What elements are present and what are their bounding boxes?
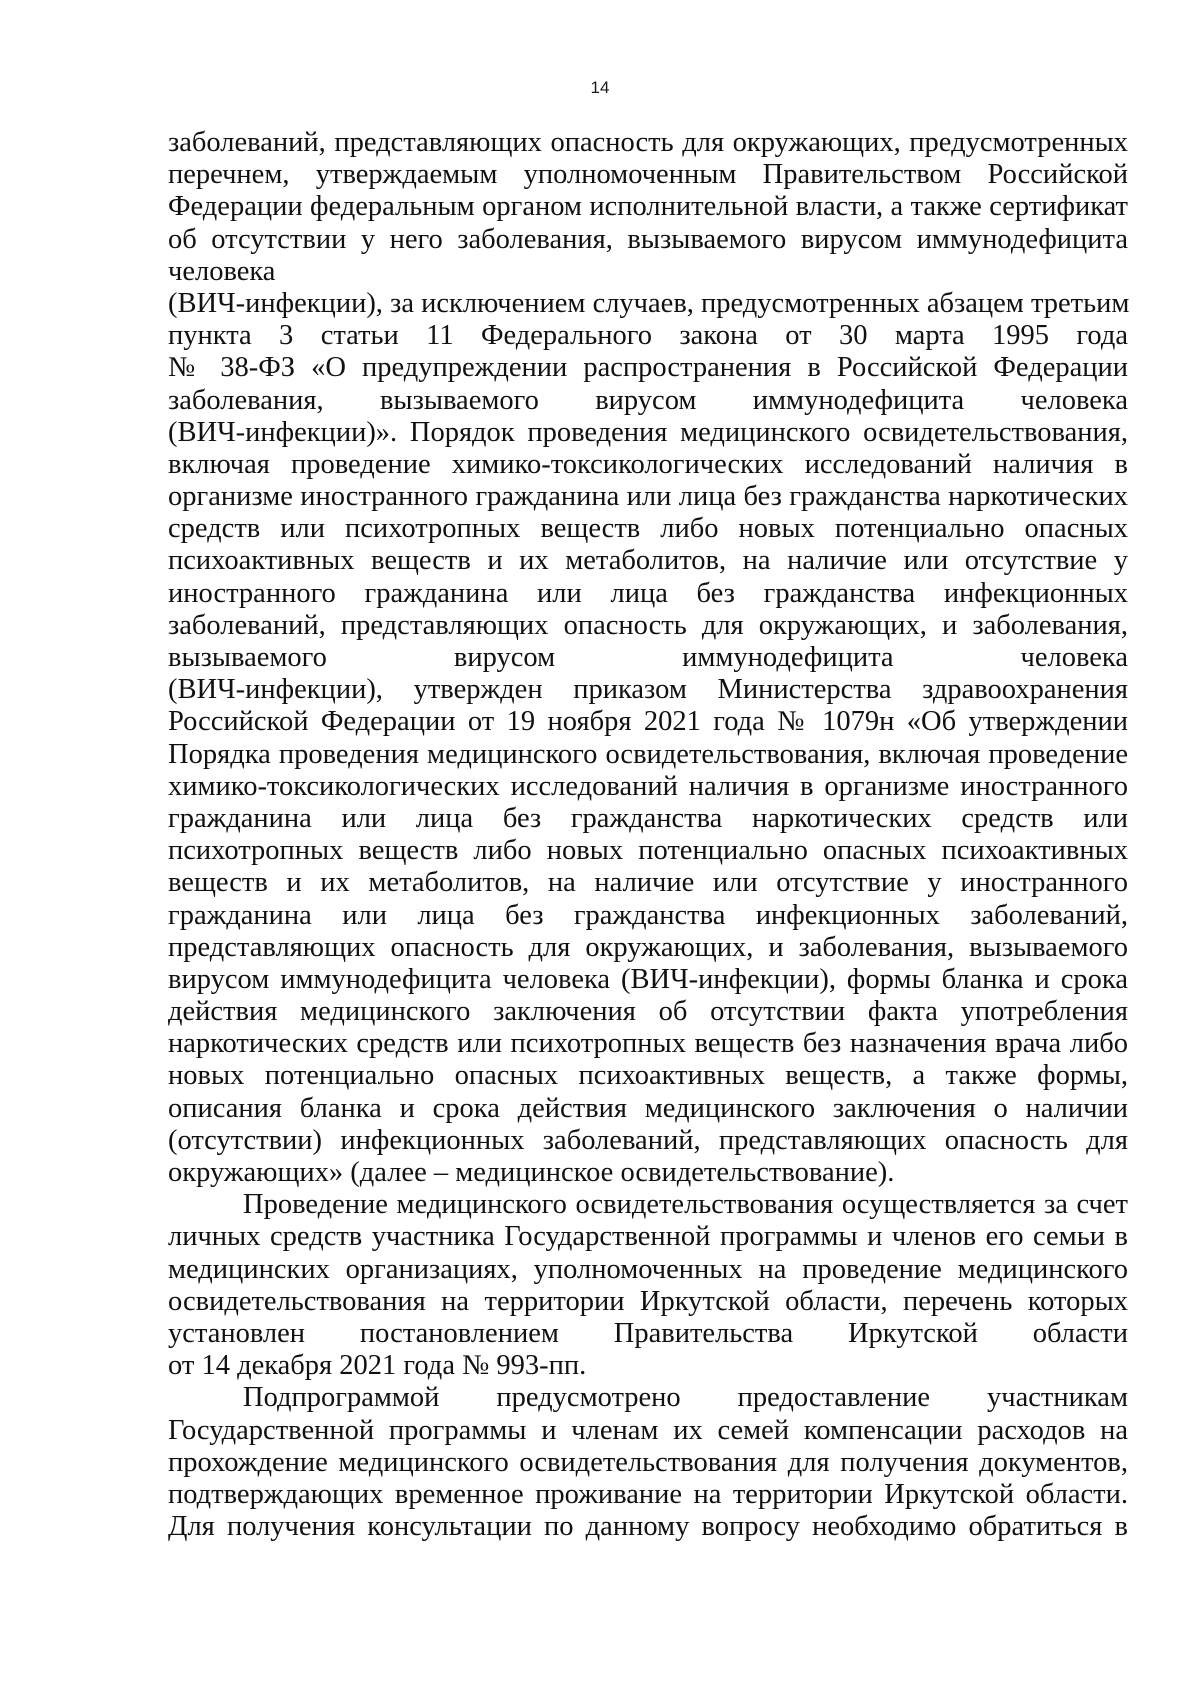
text-line: заболеваний, представляющих опасность для окружающих, предусмотренных [168, 127, 1128, 158]
text-line: (ВИЧ-инфекции), за исключением случаев, предусмотренных абзацем третьим [168, 287, 1130, 319]
text-line: представляющих опасность для окружающих, и заболевания, вызываемого [168, 931, 1128, 963]
text-line: организме иностранного гражданина или лица без гражданства наркотических [168, 481, 1128, 513]
text-line: об отсутствии у него заболевания, вызываемого вирусом иммунодефицита [168, 223, 1128, 255]
text-line: освидетельствования на территории Иркутской области, перечень которых [168, 1285, 1128, 1317]
text-line: Федерации федеральным органом исполнительной власти, а также сертификат [168, 191, 1128, 223]
text-line: вирусом иммунодефицита человека (ВИЧ-инфекции), формы бланка и срока [168, 963, 1128, 995]
text-line: пункта 3 статьи 11 Федерального закона от 30 марта 1995 года [168, 320, 1128, 352]
text-line: Государственной программы и членам их семей компенсации расходов на [168, 1414, 1128, 1446]
text-line: наркотических средств или психотропных веществ без назначения врача либо [168, 1028, 1128, 1060]
text-line: личных средств участника Государственной программы и членов его семьи в [168, 1221, 1128, 1253]
text-line: химико-токсикологических исследований наличия в организме иностранного [168, 770, 1128, 802]
text-line: № 38-ФЗ «О предупреждении распространения в Российской Федерации [168, 352, 1128, 384]
text-line: подтверждающих временное проживание на территории Иркутской области. [168, 1478, 1128, 1510]
page-number: 14 [590, 78, 610, 97]
text-line: установлен постановлением Правительства Иркутской области [168, 1317, 1128, 1349]
text-line: (ВИЧ-инфекции)». Порядок проведения медицинского освидетельствования, [168, 416, 1128, 448]
text-line: иностранного гражданина или лица без гражданства инфекционных [168, 577, 1128, 609]
text-line: включая проведение химико-токсикологических исследований наличия в [168, 448, 1128, 480]
text-line: перечнем, утверждаемым уполномоченным Правительством Российской [168, 159, 1128, 191]
text-line: вызываемого вирусом иммунодефицита человека [168, 642, 1128, 673]
text-line: новых потенциально опасных психоактивных веществ, а также формы, [168, 1060, 1128, 1092]
text-line: гражданина или лица без гражданства наркотических средств или [168, 802, 1128, 834]
text-line: (отсутствии) инфекционных заболеваний, представляющих опасность для [168, 1124, 1128, 1156]
text-line: Подпрограммой предусмотрено предоставление участникам [243, 1382, 1128, 1414]
text-line: медицинских организациях, уполномоченных на проведение медицинского [168, 1253, 1128, 1285]
text-line: гражданина или лица без гражданства инфекционных заболеваний, [168, 899, 1128, 931]
text-line: окружающих» (далее – медицинское освидетельствование). [168, 1157, 895, 1188]
text-line: Для получения консультации по данному вопросу необходимо обратиться в [168, 1511, 1128, 1543]
text-line: психоактивных веществ и их метаболитов, на наличие или отсутствие у [168, 545, 1128, 577]
text-line: заболевания, вызываемого вирусом иммунодефицита человека [168, 384, 1128, 416]
text-line: средств или психотропных веществ либо новых потенциально опасных [168, 513, 1128, 545]
text-line: Проведение медицинского освидетельствования осуществляется за счет [243, 1189, 1128, 1221]
text-line: человека [168, 255, 276, 287]
text-line: (ВИЧ-инфекции), утвержден приказом Министерства здравоохранения [168, 674, 1128, 706]
text-line: Порядка проведения медицинского освидетельствования, включая проведение [168, 738, 1128, 770]
text-line: действия медицинского заключения об отсутствии факта употребления [168, 996, 1128, 1028]
text-line: от 14 декабря 2021 года № 993-пп. [168, 1350, 587, 1382]
text-line: Российской Федерации от 19 ноября 2021 года № 1079н «Об утверждении [168, 706, 1128, 738]
text-line: психотропных веществ либо новых потенциально опасных психоактивных [168, 835, 1128, 867]
text-line: описания бланка и срока действия медицинского заключения о наличии [168, 1092, 1128, 1124]
text-line: прохождение медицинского освидетельствования для получения документов, [168, 1446, 1128, 1478]
text-line: заболеваний, представляющих опасность для окружающих, и заболевания, [168, 609, 1128, 641]
text-line: веществ и их метаболитов, на наличие или отсутствие у иностранного [168, 867, 1128, 899]
body-text [168, 127, 1128, 1543]
